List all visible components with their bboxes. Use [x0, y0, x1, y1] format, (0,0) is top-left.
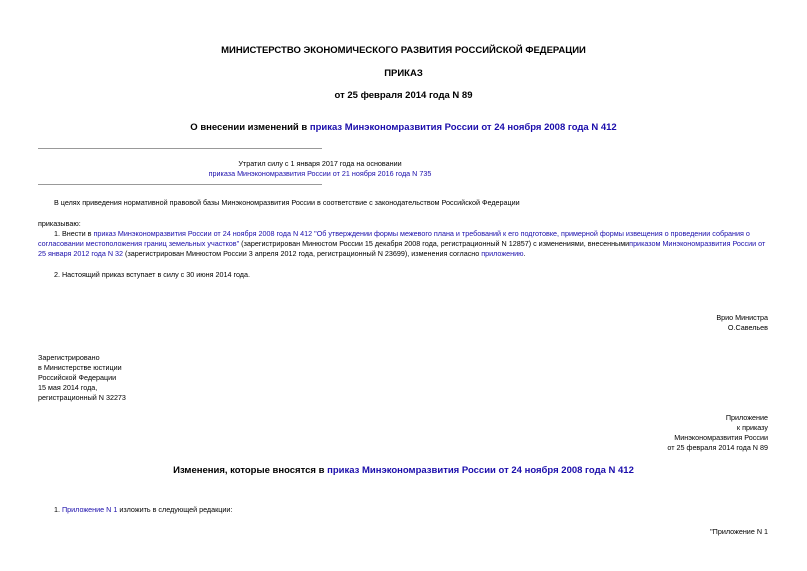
changes-item-1-prefix: 1.: [54, 505, 62, 514]
doc-subject-link[interactable]: приказ Минэкономразвития России от 24 ноября 2008 года N 412: [309, 122, 617, 133]
registration-line-5: регистрационный N 32273: [38, 393, 126, 402]
item-1: [38, 229, 768, 259]
registration-block: [38, 353, 126, 403]
changes-title-prefix: Изменения, которые вносятся в: [173, 465, 328, 476]
notice-line-1: Утратил силу с 1 января 2017 года на основании: [238, 159, 402, 168]
changes-item-1-suffix: изложить в следующей редакции:: [117, 505, 233, 514]
registration-line-1: Зарегистрировано: [38, 353, 100, 362]
item-1-text-5: .: [523, 249, 526, 258]
changes-item-1-link[interactable]: Приложение N 1: [62, 505, 118, 514]
ministry-title: МИНИСТЕРСТВО ЭКОНОМИЧЕСКОГО РАЗВИТИЯ РОССИЙСКОЙ ФЕДЕРАЦИИ: [221, 45, 586, 56]
item-2: 2. Настоящий приказ вступает в силу с 30 июня 2014 года.: [54, 270, 250, 279]
registration-line-2: в Министерстве юстиции: [38, 363, 122, 372]
item-1-link-appendix[interactable]: приложению: [481, 249, 524, 258]
item-1-text-3: (зарегистрирован Минюстом России 15 декабря 2008 года, регистрационный N 12857) с изменениями, внесенными: [239, 239, 630, 248]
item-1-link-1[interactable]: приказ Минэкономразвития России от 24 ноября 2008 года N 412: [93, 229, 313, 238]
item-1-text-1: 1. Внести в: [54, 229, 94, 238]
item-1-text-4: (зарегистрирован Минюстом России 3 апреля 2012 года, регистрационный N 23699), изменения согласно: [123, 249, 482, 258]
signature-name: О.Савельев: [727, 323, 768, 332]
appendix-block: [667, 413, 768, 453]
prikazyvayu: приказываю:: [38, 219, 81, 228]
signature-title: Врио Министра: [716, 313, 768, 322]
changes-item-1: [54, 505, 232, 515]
item-1-text-2[interactable]: "Об утверждении формы межевого плана и требований к его подготовке, примерной формы извещения о проведении собрания о согласовании местоположения границ земельных участков": [38, 229, 750, 248]
appendix-line-3: Минэкономразвития России: [674, 433, 768, 442]
changes-title-link[interactable]: приказ Минэкономразвития России от 24 ноября 2008 года N 412: [327, 465, 634, 476]
changes-title: [0, 465, 807, 477]
preamble: В целях приведения нормативной правовой базы Минэкономразвития России в соответствие с законодательством Российской Федерации: [54, 198, 520, 207]
doc-type: ПРИКАЗ: [384, 68, 423, 79]
doc-subject-prefix: О внесении изменений в: [190, 122, 310, 133]
appendix-line-1: Приложение: [725, 413, 768, 422]
appendix-line-4: от 25 февраля 2014 года N 89: [667, 443, 768, 452]
doc-date-number: от 25 февраля 2014 года N 89: [334, 90, 473, 101]
appendix-quote: "Приложение N 1: [710, 527, 768, 536]
notice-bottom-rule: [38, 184, 322, 185]
notice-line-2-link[interactable]: приказа Минэкономразвития России от 21 ноября 2016 года N 735: [208, 169, 432, 178]
registration-line-4: 15 мая 2014 года,: [38, 383, 98, 392]
registration-line-3: Российской Федерации: [38, 373, 117, 382]
item-1-link-2[interactable]: приказом Минэкономразвития России от 25 января 2012 года N 32: [38, 239, 766, 258]
doc-subject: [0, 122, 807, 134]
appendix-line-2: к приказу: [736, 423, 768, 432]
notice-top-rule: [38, 148, 322, 149]
